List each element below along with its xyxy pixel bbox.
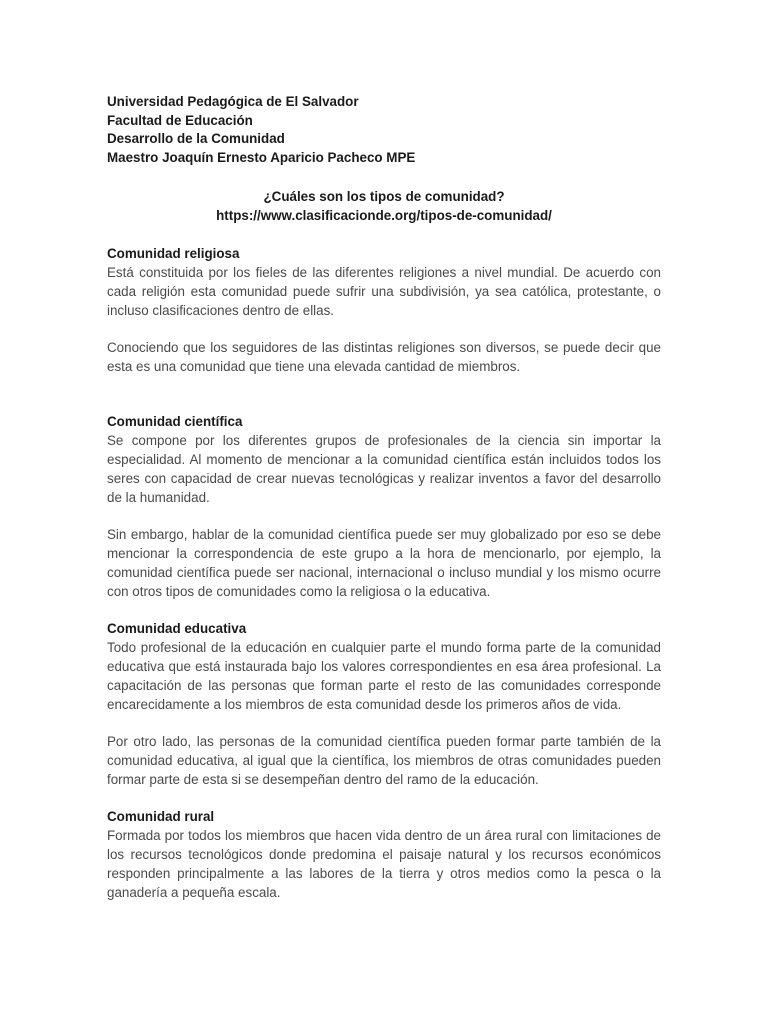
paragraph: Sin embargo, hablar de la comunidad científica puede ser muy globalizado por eso se debe mencionar la correspondencia de este grupo a la hora de mencionarlo, por ejemplo, la comunidad científica puede ser nacional, internacional o incluso mundial y los mismo ocurre con otros tipos de comunidades como la religiosa o la educativa. xyxy=(107,526,661,599)
heading-url: https://www.clasificacionde.org/tipos-de-comunidad/ xyxy=(216,207,552,223)
paragraph: Por otro lado, las personas de la comunidad científica pueden formar parte también de la comunidad educativa, al igual que la científica, los miembros de otras comunidades pueden formar parte de esta si se desempeñan dentro del ramo de la educación. xyxy=(107,733,661,787)
section-rural xyxy=(107,807,661,902)
section-title: Comunidad científica xyxy=(107,413,243,429)
section-title: Comunidad religiosa xyxy=(107,245,240,261)
paragraph: Todo profesional de la educación en cualquier parte el mundo forma parte de la comunidad educativa que está instaurada bajo los valores correspondientes en esa área profesional. La capacitación de las personas que forman parte el resto de las comunidades corresponde encarecidamente a los miembros de esta comunidad desde los primeros años de vida. xyxy=(107,639,661,712)
course-name: Desarrollo de la Comunidad xyxy=(107,131,285,147)
document-header xyxy=(107,93,661,167)
document-heading xyxy=(107,188,661,225)
paragraph: Conociendo que los seguidores de las distintas religiones son diversos, se puede decir que esta es una comunidad que tiene una elevada cantidad de miembros. xyxy=(107,339,661,374)
paragraph: Se compone por los diferentes grupos de profesionales de la ciencia sin importar la especialidad. Al momento de mencionar a la comunidad científica están incluidos todos los seres con capacidad de crear nuevas tecnológicas y realizar inventos a favor del desarrollo de la humanidad. xyxy=(107,432,661,505)
paragraph: Formada por todos los miembros que hacen vida dentro de un área rural con limitaciones de los recursos tecnológicos donde predomina el paisaje natural y los recursos económicos responden principalmente a las labores de la tierra y otros medios como la pesca o la ganadería a pequeña escala. xyxy=(107,827,661,900)
section-educativa xyxy=(107,619,661,789)
section-title: Comunidad rural xyxy=(107,808,215,824)
university-name: Universidad Pedagógica de El Salvador xyxy=(107,94,359,109)
faculty-name: Facultad de Educación xyxy=(107,112,253,128)
teacher-name: Maestro Joaquín Ernesto Aparicio Pacheco MPE xyxy=(107,149,416,165)
section-religiosa xyxy=(107,244,661,376)
section-cientifica xyxy=(107,412,661,601)
section-title: Comunidad educativa xyxy=(107,620,247,636)
heading-question: ¿Cuáles son los tipos de comunidad? xyxy=(263,189,505,205)
paragraph: Está constituida por los fieles de las diferentes religiones a nivel mundial. De acuerdo con cada religión esta comunidad puede sufrir una subdivisión, ya sea católica, protestante, o incluso clasificaciones dentro de ellas. xyxy=(107,264,661,318)
